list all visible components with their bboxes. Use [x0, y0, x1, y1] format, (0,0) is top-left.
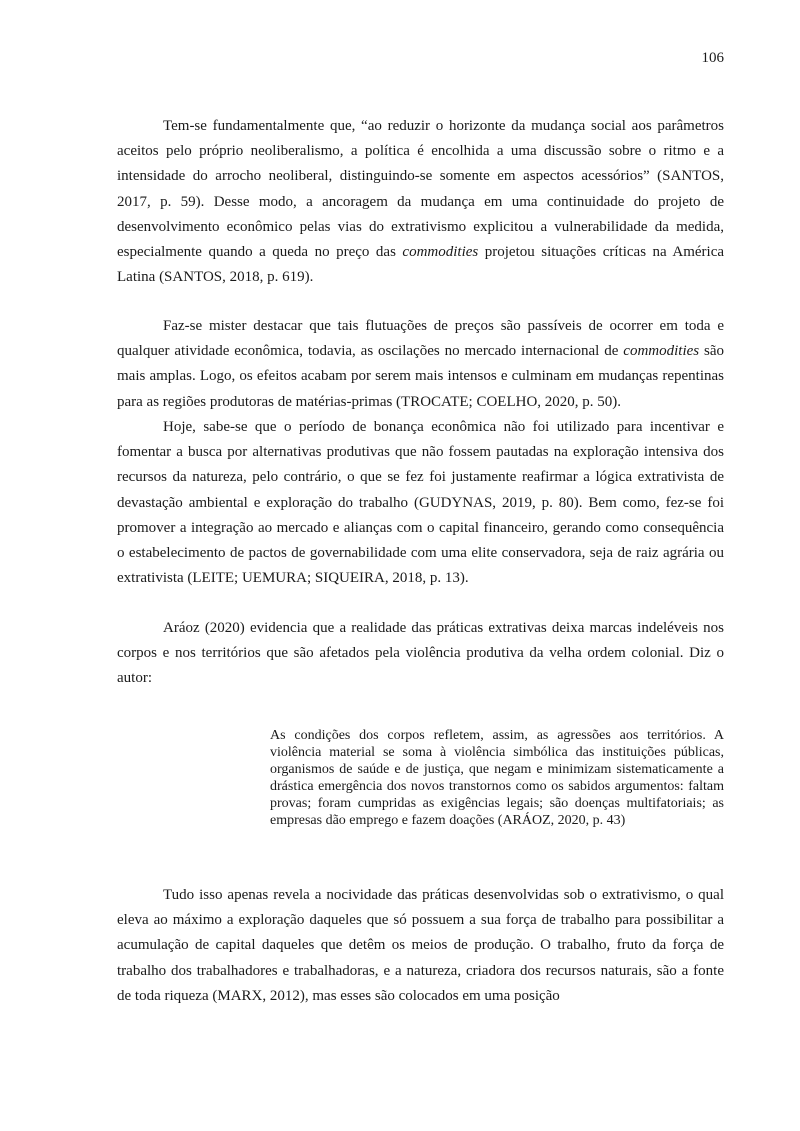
paragraph-text: Aráoz (2020) evidencia que a realidade das práticas extrativas deixa marcas indeléveis nos corpos e nos territórios que são afetados pela violência produtiva da velha ordem colonial. Diz o autor:: [117, 620, 724, 687]
italic-term: commodities: [402, 244, 479, 261]
paragraph-araoz-intro: [117, 616, 724, 692]
page-number: 106: [701, 50, 724, 66]
block-quote: As condições dos corpos refletem, assim, as agressões aos territórios. A violência material se soma à violência simbólica das instituições públicas, organismos de saúde e de justiça, que negam e minimizam sistematicamente a drástica emergência dos novos transtornos como os sabidos argumentos: faltam provas; foram cumpridas as exigências legais; são doenças multifatoriais; as empresas dão emprego e fazem doações (ARÁOZ, 2020, p. 43): [270, 728, 724, 828]
paragraph-text: Tem-se fundamentalmente que, “ao reduzir o horizonte da mudança social aos parâmetros aceitos pelo próprio neoliberalismo, a política é encolhida a uma discussão sobre o ritmo e a intensidade do arrocho neoliberal, distinguindo-se somente em aspectos acessórios” (SANTOS, 2017, p. 59). Desse modo, a ancoragem da mudança em uma continuidade do projeto de desenvolvimento econômico pelas vias do extrativismo explicitou a vulnerabilidade da medida, especialmente quando a queda no preço das: [117, 118, 724, 261]
italic-term: commodities: [623, 343, 700, 360]
paragraph-neoliberal-continuity: [117, 114, 724, 290]
paragraph-closing: Tudo isso apenas revela a nocividade das práticas desenvolvidas sob o extrativismo, o qual eleva ao máximo a exploração daqueles que só possuem a sua força de trabalho para possibilitar a acumulação de capital daqueles que detêm os meios de produção. O trabalho, fruto da força de trabalho dos trabalhadores e trabalhadoras, e a natureza, criadora dos recursos naturais, são a fonte de toda riqueza (MARX, 2012), mas esses são colocados em uma posição: [117, 887, 724, 1004]
paragraph-price-fluctuations: [117, 314, 724, 415]
paragraph-text: Hoje, sabe-se que o período de bonança econômica não foi utilizado para incentivar e fomentar a busca por alternativas produtivas que não fossem pautadas na exploração intensiva dos recursos da natureza, pelo contrário, o que se fez foi justamente reafirmar a lógica extrativista de devastação ambiental e exploração do trabalho (GUDYNAS, 2019, p. 80). Bem como, fez-se foi promover a integração ao mercado e alianças com o capital financeiro, gerando como consequência o estabelecimento de pactos de governabilidade com uma elite conservadora, seja de raiz agrária ou extrativista (LEITE; UEMURA; SIQUEIRA, 2018, p. 13).: [117, 419, 724, 587]
paragraph-text: Faz-se mister destacar que tais flutuações de preços são passíveis de ocorrer em toda e qualquer atividade econômica, todavia, as oscilações no mercado internacional de: [117, 318, 724, 360]
paragraph-text: projetou situações críticas na América Latina (SANTOS, 2018, p. 619).: [117, 244, 725, 286]
paragraph-economic-boom: [117, 415, 724, 591]
paragraph-text: são mais amplas. Logo, os efeitos acabam por serem mais intensos e culminam em mudanças repentinas para as regiões produtoras de matérias-primas (TROCATE; COELHO, 2020, p. 50).: [117, 343, 725, 410]
